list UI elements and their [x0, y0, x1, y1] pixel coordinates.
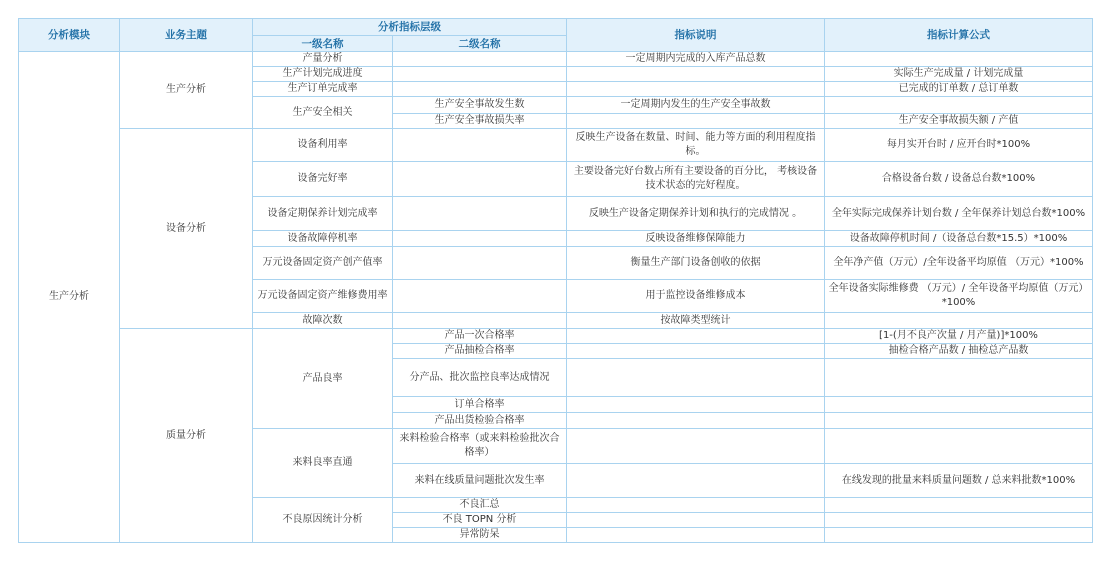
formula-cell: [825, 413, 1093, 429]
level1-cell: 万元设备固定资产创产值率: [253, 247, 393, 280]
level1-cell: 生产计划完成进度: [253, 67, 393, 82]
level2-cell: 异常防呆: [393, 528, 567, 543]
level1-cell: 设备完好率: [253, 162, 393, 197]
level1-cell: 来料良率直通: [253, 429, 393, 498]
level1-cell: 生产安全相关: [253, 97, 393, 129]
formula-cell: 生产安全事故损失额 / 产值: [825, 114, 1093, 129]
formula-cell: [825, 397, 1093, 413]
description-cell: [567, 397, 825, 413]
description-cell: [567, 413, 825, 429]
level2-cell: 生产安全事故发生数: [393, 97, 567, 114]
formula-cell: 已完成的订单数 / 总订单数: [825, 82, 1093, 97]
topic-quality: 质量分析: [120, 329, 253, 543]
module-cell: 生产分析: [19, 52, 120, 543]
description-cell: [567, 359, 825, 397]
level2-cell: 不良 TOPN 分析: [393, 513, 567, 528]
formula-cell: [825, 528, 1093, 543]
level2-cell: [393, 313, 567, 329]
formula-cell: [825, 313, 1093, 329]
description-cell: 衡量生产部门设备创收的依据: [567, 247, 825, 280]
level2-cell: 来料在线质量问题批次发生率: [393, 464, 567, 498]
description-cell: 反映生产设备在数量、时间、能力等方面的利用程度指标。: [567, 129, 825, 162]
formula-cell: 全年实际完成保养计划台数 / 全年保养计划总台数*100%: [825, 197, 1093, 231]
formula-cell: 全年设备实际维修费 （万元）/ 全年设备平均原值（万元）*100%: [825, 280, 1093, 313]
level2-cell: [393, 231, 567, 247]
level2-cell: [393, 162, 567, 197]
level1-cell: 设备定期保养计划完成率: [253, 197, 393, 231]
header-module: 分析模块: [19, 19, 120, 52]
level2-cell: [393, 247, 567, 280]
level2-cell: 产品抽检合格率: [393, 344, 567, 359]
description-cell: 用于监控设备维修成本: [567, 280, 825, 313]
formula-cell: [825, 429, 1093, 464]
topic-production: 生产分析: [120, 52, 253, 129]
level2-cell: 不良汇总: [393, 498, 567, 513]
formula-cell: [825, 52, 1093, 67]
formula-cell: 设备故障停机时间 /（设备总台数*15.5）*100%: [825, 231, 1093, 247]
level2-cell: 来料检验合格率（或来料检验批次合格率）: [393, 429, 567, 464]
formula-cell: 合格设备台数 / 设备总台数*100%: [825, 162, 1093, 197]
level1-cell: 产品良率: [253, 329, 393, 429]
level2-cell: [393, 197, 567, 231]
level2-cell: 分产品、批次监控良率达成情况: [393, 359, 567, 397]
description-cell: 一定周期内发生的生产安全事故数: [567, 97, 825, 114]
description-cell: 按故障类型统计: [567, 313, 825, 329]
level2-cell: [393, 82, 567, 97]
description-cell: [567, 528, 825, 543]
formula-cell: [825, 513, 1093, 528]
level2-cell: [393, 52, 567, 67]
level2-cell: [393, 67, 567, 82]
formula-cell: 在线发现的批量来料质量问题数 / 总来料批数*100%: [825, 464, 1093, 498]
level2-cell: 产品一次合格率: [393, 329, 567, 344]
level1-cell: 不良原因统计分析: [253, 498, 393, 543]
topic-equipment: 设备分析: [120, 129, 253, 329]
description-cell: [567, 464, 825, 498]
description-cell: 反映设备维修保障能力: [567, 231, 825, 247]
description-cell: [567, 114, 825, 129]
formula-cell: 全年净产值（万元）/全年设备平均原值 （万元）*100%: [825, 247, 1093, 280]
level1-cell: 产量分析: [253, 52, 393, 67]
level1-cell: 万元设备固定资产维修费用率: [253, 280, 393, 313]
formula-cell: 抽检合格产品数 / 抽检总产品数: [825, 344, 1093, 359]
level2-cell: [393, 129, 567, 162]
metrics-table: [18, 18, 1093, 543]
description-cell: [567, 329, 825, 344]
formula-cell: [825, 97, 1093, 114]
description-cell: [567, 82, 825, 97]
formula-cell: [825, 359, 1093, 397]
formula-cell: 每月实开台时 / 应开台时*100%: [825, 129, 1093, 162]
header-description: 指标说明: [567, 19, 825, 52]
level2-cell: 生产安全事故损失率: [393, 114, 567, 129]
description-cell: 反映生产设备定期保养计划和执行的完成情况 。: [567, 197, 825, 231]
formula-cell: 实际生产完成量 / 计划完成量: [825, 67, 1093, 82]
description-cell: [567, 67, 825, 82]
level1-cell: 设备利用率: [253, 129, 393, 162]
header-topic: 业务主题: [120, 19, 253, 52]
formula-cell: [825, 498, 1093, 513]
level2-cell: 产品出货检验合格率: [393, 413, 567, 429]
level1-cell: 故障次数: [253, 313, 393, 329]
description-cell: 一定周期内完成的入库产品总数: [567, 52, 825, 67]
header-level1: 一级名称: [253, 36, 393, 52]
level2-cell: 订单合格率: [393, 397, 567, 413]
description-cell: [567, 344, 825, 359]
level1-cell: 设备故障停机率: [253, 231, 393, 247]
formula-cell: [1-(月不良产次量 / 月产量)]*100%: [825, 329, 1093, 344]
description-cell: 主要设备完好台数占所有主要设备的百分比， 考核设备技术状态的完好程度。: [567, 162, 825, 197]
header-level2: 二级名称: [393, 36, 567, 52]
header-hierarchy: 分析指标层级: [253, 19, 567, 36]
header-formula: 指标计算公式: [825, 19, 1093, 52]
level2-cell: [393, 280, 567, 313]
description-cell: [567, 429, 825, 464]
description-cell: [567, 498, 825, 513]
description-cell: [567, 513, 825, 528]
level1-cell: 生产订单完成率: [253, 82, 393, 97]
